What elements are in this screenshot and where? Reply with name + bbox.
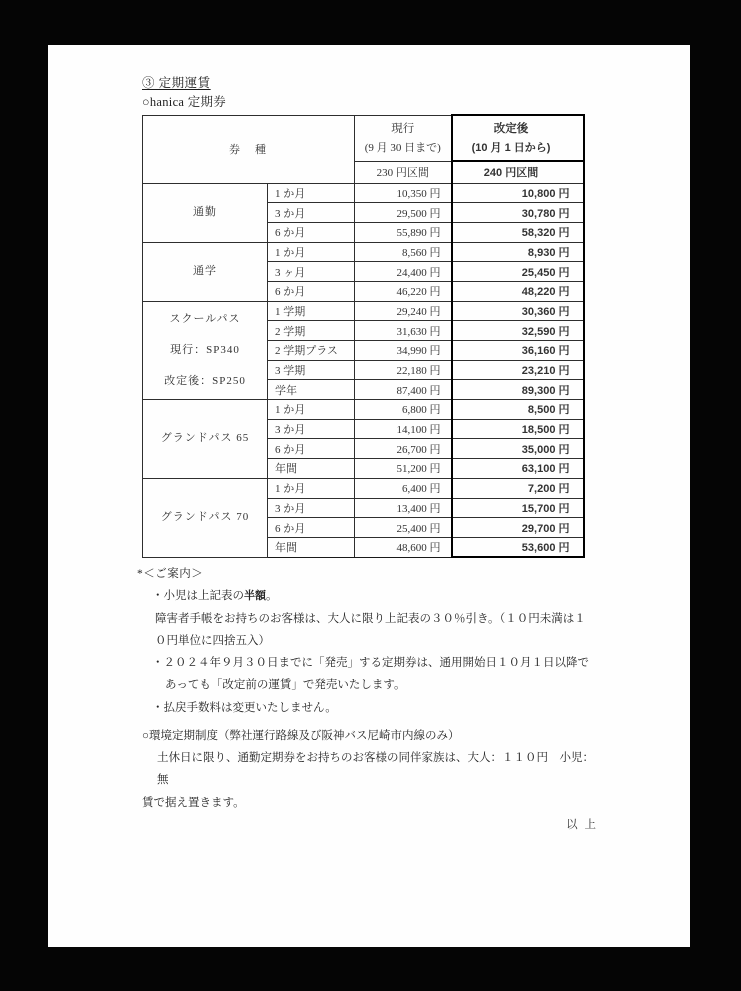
revised-fare-cell: 8,500 円 [452, 400, 584, 420]
subsection-title: ○hanica 定期券 [142, 95, 227, 109]
document-page [48, 45, 690, 947]
period-cell: 3 か月 [268, 419, 355, 439]
period-cell: 年間 [268, 537, 355, 557]
header-row-main [143, 115, 584, 161]
current-fare-cell: 29,240 円 [355, 301, 452, 321]
revised-fare-cell: 32,590 円 [452, 321, 584, 341]
period-cell: 3 ヶ月 [268, 262, 355, 282]
current-fare-cell: 6,400 円 [355, 478, 452, 498]
current-fare-cell: 31,630 円 [355, 321, 452, 341]
revised-fare-cell: 36,160 円 [452, 341, 584, 361]
revised-fare-cell: 48,220 円 [452, 281, 584, 301]
note-text: 。 [266, 590, 278, 603]
current-title: 現行 [391, 123, 415, 135]
current-fare-cell: 51,200 円 [355, 459, 452, 479]
period-cell: 3 学期 [268, 360, 355, 380]
current-fare-cell: 22,180 円 [355, 360, 452, 380]
current-zone-cell: 230 円区間 [355, 161, 452, 183]
current-fare-cell: 26,700 円 [355, 439, 452, 459]
current-fare-cell: 29,500 円 [355, 203, 452, 223]
notes-heading: *＜ご案内＞ [137, 568, 204, 581]
ticket-type-cell: スクールパス 現行：SP340 改定後：SP250 [143, 301, 268, 399]
note-line [142, 674, 600, 696]
env-discount-section [142, 725, 600, 814]
revised-fare-cell: 58,320 円 [452, 222, 584, 242]
period-cell: 3 か月 [268, 203, 355, 223]
current-fare-cell: 6,800 円 [355, 400, 452, 420]
current-fare-cell: 34,990 円 [355, 341, 452, 361]
current-fare-cell: 10,350 円 [355, 183, 452, 203]
fare-row [143, 183, 584, 203]
note-line [142, 652, 600, 674]
ticket-type-cell: 通勤 [143, 183, 268, 242]
revised-fare-cell: 53,600 円 [452, 537, 584, 557]
period-cell: 6 か月 [268, 439, 355, 459]
fare-row [143, 301, 584, 321]
fare-table [142, 114, 585, 558]
period-cell: 6 か月 [268, 281, 355, 301]
revised-fare-cell: 18,500 円 [452, 419, 584, 439]
note-line [142, 697, 600, 719]
current-fare-cell: 24,400 円 [355, 262, 452, 282]
period-cell: 年間 [268, 459, 355, 479]
notes-section [137, 563, 600, 719]
period-cell: 2 学期 [268, 321, 355, 341]
env-line-1: 土休日に限り、通勤定期券をお持ちのお客様の同伴家族は、大人：１１０円 小児：無 [157, 752, 594, 787]
revised-fare-cell: 10,800 円 [452, 183, 584, 203]
note-line [142, 608, 600, 630]
revised-fare-cell: 7,200 円 [452, 478, 584, 498]
period-cell: 1 学期 [268, 301, 355, 321]
revised-fare-cell: 8,930 円 [452, 242, 584, 262]
period-cell: 3 か月 [268, 498, 355, 518]
notes-list [142, 585, 600, 719]
closing-mark: 以 上 [566, 818, 598, 831]
note-line [142, 630, 600, 652]
ticket-type-cell: 通学 [143, 242, 268, 301]
env-line-2: 賃で据え置きます。 [142, 796, 245, 809]
note-text: ・小児は上記表の [152, 590, 244, 603]
revised-fare-cell: 23,210 円 [452, 360, 584, 380]
revised-fare-cell: 25,450 円 [452, 262, 584, 282]
fare-row [143, 400, 584, 420]
period-cell: 1 か月 [268, 183, 355, 203]
current-fare-cell: 25,400 円 [355, 518, 452, 538]
section-title: ③ 定期運賃 [142, 76, 211, 90]
period-cell: 6 か月 [268, 222, 355, 242]
current-fare-cell: 14,100 円 [355, 419, 452, 439]
note-emphasis-text: 半額 [244, 590, 266, 603]
revised-fare-cell: 35,000 円 [452, 439, 584, 459]
revised-zone-cell: 240 円区間 [452, 161, 584, 183]
period-cell: 6 か月 [268, 518, 355, 538]
period-cell: 1 か月 [268, 400, 355, 420]
revised-title: 改定後 [493, 123, 529, 135]
page-content [48, 45, 690, 833]
current-subtitle: (9 月 30 日まで) [364, 142, 441, 154]
note-text: ０円単位に四捨五入） [155, 634, 270, 647]
current-fare-cell: 55,890 円 [355, 222, 452, 242]
fare-table-body [143, 183, 584, 557]
note-text: ・２０２４年９月３０日までに「発売」する定期券は、通用開始日１０月１日以降で [152, 657, 589, 670]
revised-fare-cell: 63,100 円 [452, 459, 584, 479]
current-fare-cell: 13,400 円 [355, 498, 452, 518]
current-fare-cell: 8,560 円 [355, 242, 452, 262]
period-cell: 1 か月 [268, 478, 355, 498]
fare-table-header [143, 115, 584, 183]
current-fare-cell: 87,400 円 [355, 380, 452, 400]
ticket-type-header-cell: 券 種 [143, 115, 355, 183]
revised-header-cell [452, 115, 584, 161]
current-fare-cell: 46,220 円 [355, 281, 452, 301]
fare-row [143, 478, 584, 498]
period-cell: 学年 [268, 380, 355, 400]
note-text: 障害者手帳をお持ちのお客様は、大人に限り上記表の３０％引き。（１０円未満は１ [155, 612, 586, 625]
current-fare-cell: 48,600 円 [355, 537, 452, 557]
revised-fare-cell: 30,360 円 [452, 301, 584, 321]
period-cell: 1 か月 [268, 242, 355, 262]
fare-row [143, 242, 584, 262]
note-text: ・払戻手数料は変更いたしません。 [152, 701, 337, 714]
current-header-cell [355, 115, 452, 161]
period-cell: 2 学期プラス [268, 341, 355, 361]
note-text: あっても「改定前の運賃」で発売いたします。 [165, 679, 406, 692]
ticket-type-cell: グランドパス 65 [143, 400, 268, 479]
revised-fare-cell: 89,300 円 [452, 380, 584, 400]
revised-fare-cell: 15,700 円 [452, 498, 584, 518]
revised-fare-cell: 29,700 円 [452, 518, 584, 538]
ticket-type-cell: グランドパス 70 [143, 478, 268, 557]
note-line [142, 585, 600, 607]
revised-subtitle: (10 月 1 日から) [471, 142, 551, 154]
revised-fare-cell: 30,780 円 [452, 203, 584, 223]
env-heading: ○環境定期制度（弊社運行路線及び阪神バス尼崎市内線のみ） [142, 729, 460, 742]
